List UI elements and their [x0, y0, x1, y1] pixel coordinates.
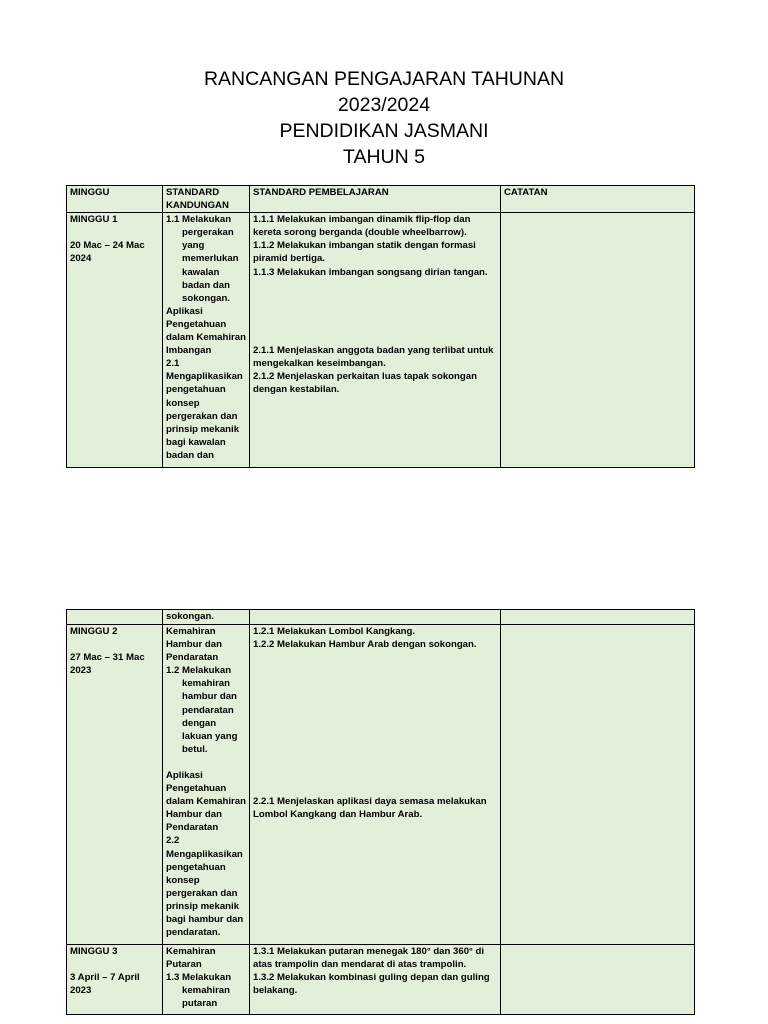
- title-line-3: PENDIDIKAN JASMANI: [279, 120, 489, 142]
- header-sk-line-2: KANDUNGAN: [166, 200, 229, 212]
- week-1-sp-line: 2.1.1 Menjelaskan anggota badan yang terlibat untuk: [252, 344, 494, 356]
- week-3-sk-line: 1.3 Melakukan: [166, 972, 232, 984]
- plan-table-page-1: [66, 185, 695, 468]
- week-3-sp-line: belakang.: [252, 985, 298, 997]
- week-3-sp-line: atas trampolin dan mendarat di atas trampolin.: [252, 959, 467, 971]
- week-1-sk-line: pergerakan: [182, 227, 234, 239]
- week-1-dates-line-2: 2024: [70, 253, 92, 265]
- header-sk-line-1: STANDARD: [166, 187, 220, 198]
- continuation-minggu: [67, 610, 163, 625]
- week-2-sk-line: pendaratan.: [166, 927, 221, 939]
- table-row-week-1: [67, 213, 695, 468]
- week-2-sk-line: pengetahuan: [166, 861, 226, 873]
- week-2-sk-line: Mengaplikasikan: [166, 848, 243, 860]
- week-1-sk-line: 1.1 Melakukan: [166, 214, 232, 226]
- week-3-sk-line: Putaran: [166, 959, 202, 971]
- week-2-sk-line: Pendaratan: [166, 822, 219, 834]
- week-2-cell: [67, 625, 163, 945]
- week-2-sk-line: Hambur dan: [166, 639, 222, 651]
- week-2-sk-line: bagi hambur dan: [166, 913, 244, 925]
- week-1-sk-line: Aplikasi: [166, 305, 203, 317]
- week-2-sk-line: Pengetahuan: [166, 783, 227, 795]
- week-2-name: MINGGU 2: [70, 626, 118, 637]
- week-3-dates-line-1: 3 April – 7 April: [70, 972, 140, 984]
- plan-table-page-2: [66, 609, 695, 1015]
- week-2-sk-line: dalam Kemahiran: [166, 796, 246, 808]
- week-1-sk-line: konsep: [166, 397, 200, 409]
- week-1-standard-pembelajaran: [249, 213, 500, 468]
- table-row-week-2: [67, 625, 695, 945]
- week-2-sk-line: Kemahiran: [166, 626, 216, 637]
- title-line-4: TAHUN 5: [343, 146, 425, 168]
- week-3-sp-line: 1.3.1 Melakukan putaran menegak 180° dan 360° di: [252, 946, 485, 957]
- week-2-standard-pembelajaran: [249, 625, 500, 945]
- week-2-dates-line-1: 27 Mac – 31 Mac: [70, 652, 145, 664]
- week-2-catatan: [500, 625, 694, 945]
- week-2-sk-line: pendaratan: [182, 704, 234, 716]
- header-standard-kandungan: [163, 186, 250, 213]
- week-1-sk-line: badan dan: [166, 449, 214, 461]
- table-row-week-3: [67, 945, 695, 1015]
- week-3-dates-line-2: 2023: [70, 985, 92, 997]
- week-1-sp-line: 1.1.2 Melakukan imbangan statik dengan formasi: [252, 240, 476, 252]
- continuation-standard-kandungan: sokongan.: [163, 610, 250, 625]
- week-1-sk-line: Pengetahuan: [166, 318, 227, 330]
- week-1-sk-line: dalam Kemahiran: [166, 332, 246, 344]
- week-1-sk-line: pergerakan dan: [166, 410, 238, 422]
- week-2-sk-line: Pendaratan: [166, 652, 219, 664]
- table-row-continuation: [67, 610, 695, 625]
- week-2-sk-line: 1.2 Melakukan: [166, 665, 232, 677]
- week-1-sp-line: 2.1.2 Menjelaskan perkaitan luas tapak sokongan: [252, 370, 477, 382]
- week-3-sp-line: 1.3.2 Melakukan kombinasi guling depan dan guling: [252, 972, 490, 984]
- week-1-name: MINGGU 1: [70, 214, 118, 226]
- week-3-cell: [67, 945, 163, 1015]
- week-3-sk-line: Kemahiran: [166, 946, 216, 957]
- week-1-catatan: [500, 213, 694, 468]
- week-1-sp-line: 1.1.3 Melakukan imbangan songsang dirian tangan.: [252, 266, 488, 278]
- week-2-sk-line: prinsip mekanik: [166, 900, 240, 912]
- week-1-sk-line: memerlukan: [182, 253, 239, 265]
- week-2-dates-line-2: 2023: [70, 665, 92, 677]
- week-1-sp-line: piramid bertiga.: [252, 253, 325, 265]
- week-1-sk-line: Imbangan: [166, 345, 212, 357]
- document-title: [0, 66, 768, 170]
- week-1-dates-line-1: 20 Mac – 24 Mac: [70, 240, 145, 252]
- week-1-sk-line: badan dan: [182, 279, 230, 291]
- week-1-cell: [67, 213, 163, 468]
- week-3-catatan: [500, 945, 694, 1015]
- week-2-sk-line: 2.2: [166, 835, 180, 847]
- week-1-sp-line: 1.1.1 Melakukan imbangan dinamik flip-flop dan: [252, 214, 471, 226]
- week-2-sp-line: 2.2.1 Menjelaskan aplikasi daya semasa melakukan: [252, 796, 487, 808]
- week-1-sk-line: pengetahuan: [166, 384, 226, 396]
- week-2-sk-line: dengan: [182, 717, 217, 729]
- week-3-sk-line: putaran: [182, 998, 218, 1010]
- header-standard-pembelajaran: STANDARD PEMBELAJARAN: [249, 186, 500, 213]
- week-3-standard-kandungan: [163, 945, 250, 1015]
- week-1-sk-line: sokongan.: [182, 292, 230, 304]
- week-3-sk-line: kemahiran: [182, 985, 230, 997]
- week-1-sk-line: kawalan: [182, 266, 220, 278]
- table-header-row: [67, 186, 695, 213]
- week-2-sk-line: Hambur dan: [166, 809, 222, 821]
- week-1-sk-line: Mengaplikasikan: [166, 371, 243, 383]
- week-2-sp-line: 1.2.1 Melakukan Lombol Kangkang.: [252, 626, 416, 637]
- week-2-sk-line: hambur dan: [182, 691, 237, 703]
- week-2-sk-line: pergerakan dan: [166, 887, 238, 899]
- header-minggu: MINGGU: [67, 186, 163, 213]
- week-2-sk-line: konsep: [166, 874, 200, 886]
- header-catatan: CATATAN: [500, 186, 694, 213]
- week-1-sk-line: prinsip mekanik: [166, 423, 240, 435]
- week-1-sp-line: dengan kestabilan.: [252, 383, 340, 395]
- week-1-standard-kandungan: [163, 213, 250, 468]
- week-3-name: MINGGU 3: [70, 946, 118, 957]
- week-1-sp-line: mengekalkan keseimbangan.: [252, 357, 386, 369]
- week-2-sk-line: kemahiran: [182, 678, 230, 690]
- week-1-sk-line: yang: [182, 240, 205, 252]
- week-2-sk-line: betul.: [182, 743, 208, 755]
- week-2-sp-line: 1.2.2 Melakukan Hambur Arab dengan sokongan.: [252, 639, 477, 651]
- week-3-standard-pembelajaran: [249, 945, 500, 1015]
- title-line-2: 2023/2024: [337, 94, 431, 116]
- week-1-sk-line: 2.1: [166, 358, 180, 370]
- week-2-sk-line: lakuan yang: [182, 730, 238, 742]
- week-1-sp-line: kereta sorong berganda (double wheelbarrow).: [252, 227, 467, 239]
- title-line-1: RANCANGAN PENGAJARAN TAHUNAN: [203, 68, 565, 90]
- week-2-standard-kandungan: [163, 625, 250, 945]
- continuation-catatan: [500, 610, 694, 625]
- week-2-sk-line: Aplikasi: [166, 769, 203, 781]
- week-1-sk-line: bagi kawalan: [166, 436, 226, 448]
- continuation-standard-pembelajaran: [249, 610, 500, 625]
- week-2-sp-line: Lombol Kangkang dan Hambur Arab.: [252, 809, 423, 821]
